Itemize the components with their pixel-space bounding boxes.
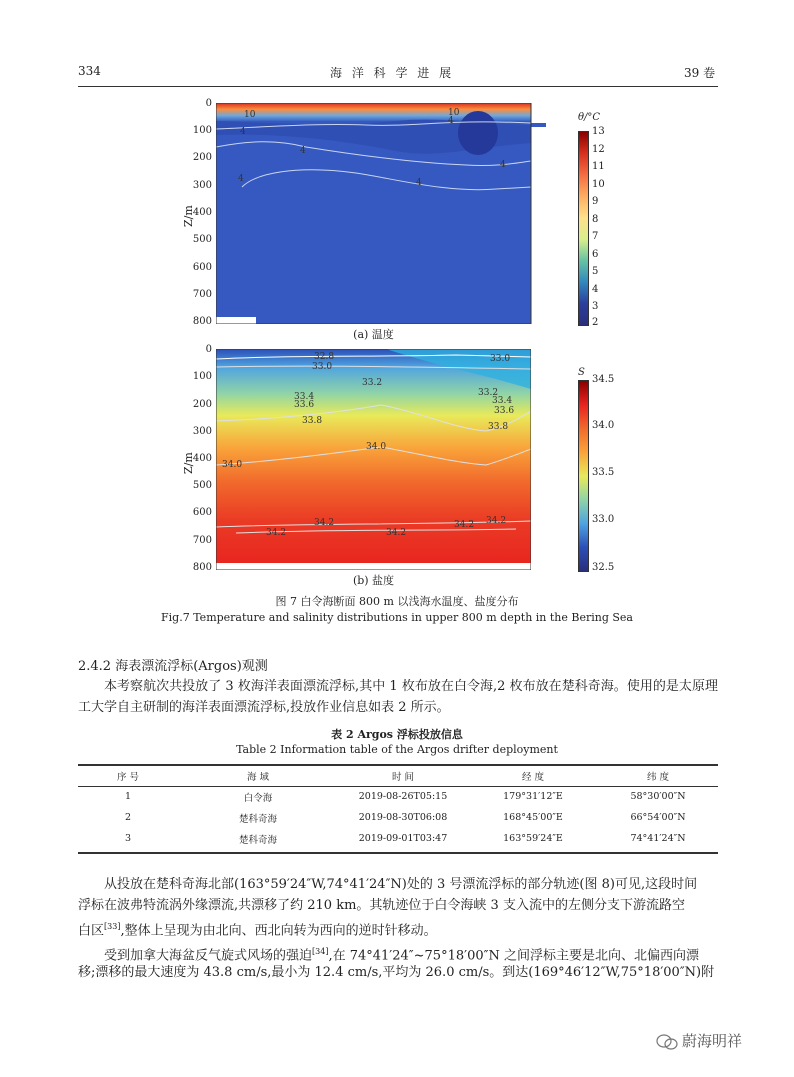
ytick: 100 — [192, 371, 212, 382]
colorbar-tick: 33.0 — [592, 514, 615, 525]
contour-label: 33.4 — [294, 392, 315, 402]
watermark-text: 蔚海明祥 — [682, 1032, 743, 1050]
contour-label: 34.2 — [314, 518, 335, 528]
table-header-cell: 序 号 — [116, 771, 140, 783]
table-cell: 179°31′12″E — [503, 791, 563, 802]
section-heading: 2.4.2 海表漂流浮标(Argos)观测 — [78, 659, 268, 674]
paragraph-2-line-3 — [78, 916, 437, 941]
ytick: 300 — [192, 426, 212, 437]
table-title-en: Table 2 Information table of the Argos drifter deployment — [236, 743, 558, 756]
table-header-cell: 海 域 — [246, 771, 270, 783]
table-header-cell: 纬 度 — [646, 771, 670, 783]
colorbar-tick: 5 — [592, 266, 599, 277]
ytick: 500 — [192, 480, 212, 491]
ytick: 700 — [192, 535, 212, 546]
ytick: 400 — [192, 207, 212, 218]
colorbar-tick: 33.5 — [592, 467, 615, 478]
table-header-cell: 时 间 — [391, 771, 415, 783]
table-bottom-rule — [78, 852, 718, 854]
contour-label: 10 — [448, 108, 460, 118]
table-row — [78, 807, 718, 828]
table-cell: 2019-08-26T05:15 — [358, 791, 448, 802]
table-cell: 58°30′00″N — [630, 791, 686, 802]
ytick: 300 — [192, 180, 212, 191]
contour-label: 10 — [244, 110, 256, 120]
ytick: 0 — [205, 98, 212, 109]
journal-title: 海 洋 科 学 进 展 — [330, 66, 455, 80]
contour-label: 4 — [238, 174, 244, 184]
paragraph-3-line-2: 移;漂移的最大速度为 43.8 cm/s,最小为 12.4 cm/s,平均为 26.0 cm/s。到达(169°46′12″W,75°18′00″N)附 — [78, 965, 715, 980]
paragraph-1: 本考察航次共投放了 3 枚海洋表面漂流浮标,其中 1 枚布放在白令海,2 枚布放在楚科奇海。使用的是太原理工大学自主研制的海洋表面漂流浮标,投放作业信息如表 2 所示。 — [78, 679, 718, 715]
argos-deployment-table — [78, 765, 718, 849]
text-run: ,整体上呈现为由北向、西北向转为西向的逆时针移动。 — [120, 923, 437, 939]
no-data-region — [531, 103, 546, 324]
volume-label: 39 卷 — [684, 66, 716, 80]
wechat-icon — [656, 1034, 678, 1050]
contour-label: 4 — [300, 146, 306, 156]
table-cell: 白令海 — [243, 792, 273, 804]
colorbar-tick: 7 — [592, 231, 599, 242]
table-title-cn: 表 2 Argos 浮标投放信息 — [331, 728, 463, 741]
colorbar-tick: 10 — [592, 179, 605, 190]
text-run: 受到加拿大海盆反气旋式风场的强迫 — [104, 948, 313, 964]
ytick: 0 — [205, 344, 212, 355]
table-row — [78, 828, 718, 849]
watermark — [656, 1030, 742, 1051]
panel-a-label: (a) 温度 — [353, 328, 394, 341]
contour-label: 34.0 — [222, 460, 243, 470]
contour-label: 33.0 — [312, 362, 333, 372]
table-cell: 2019-08-30T06:08 — [358, 812, 448, 823]
figure-caption-cn: 图 7 白令海断面 800 m 以浅海水温度、盐度分布 — [275, 595, 519, 608]
contour-label: 33.8 — [302, 416, 323, 426]
panel-b-ylabel: Z/m — [182, 452, 195, 474]
bottom-mask — [216, 317, 256, 324]
temperature-section-plot — [216, 103, 546, 324]
contour-label: 33.8 — [488, 422, 509, 432]
contour-label: 34.2 — [486, 516, 507, 526]
contour-label: 32.8 — [314, 352, 335, 362]
table-header-row — [78, 765, 718, 786]
contour-label: 4 — [416, 178, 422, 188]
contour-label: 4 — [448, 116, 454, 126]
table-cell: 3 — [124, 833, 132, 844]
ytick: 700 — [192, 289, 212, 300]
panel-b-label: (b) 盐度 — [352, 574, 395, 587]
table-cell: 楚科奇海 — [238, 813, 277, 825]
contour-label: 33.4 — [492, 396, 513, 406]
citation-ref[interactable]: [34] — [312, 947, 329, 956]
table-cell: 楚科奇海 — [238, 834, 277, 846]
contour-label: 34.2 — [386, 528, 407, 538]
contour-label: 33.2 — [362, 378, 383, 388]
colorbar-b — [578, 380, 589, 572]
ytick: 800 — [192, 316, 212, 327]
contour-label: 33.2 — [478, 388, 499, 398]
table-row — [78, 786, 718, 807]
colorbar-tick: 6 — [592, 249, 599, 260]
cold-core-fill — [458, 111, 498, 155]
contour-label: 34.2 — [454, 520, 475, 530]
colorbar-tick: 11 — [592, 161, 605, 172]
table-cell: 66°54′00″N — [630, 812, 686, 823]
ytick: 200 — [192, 152, 212, 163]
colorbar-tick: 34.5 — [592, 374, 615, 385]
colorbar-tick: 2 — [592, 317, 599, 328]
colorbar-tick: 4 — [592, 284, 599, 295]
ytick: 800 — [192, 562, 212, 573]
table-cell: 163°59′24″E — [503, 833, 563, 844]
contour-label: 34.2 — [266, 528, 287, 538]
contour-label: 4 — [500, 160, 506, 170]
table-cell: 168°45′00″E — [503, 812, 563, 823]
salinity-section-plot — [216, 349, 531, 570]
colorbar-tick: 3 — [592, 301, 599, 312]
table-cell: 2 — [124, 812, 132, 823]
colorbar-tick: 34.0 — [592, 420, 615, 431]
table-cell: 2019-09-01T03:47 — [358, 833, 448, 844]
colorbar-tick: 13 — [592, 126, 605, 137]
table-cell: 74°41′24″N — [630, 833, 686, 844]
citation-ref[interactable]: [33] — [104, 922, 121, 931]
ytick: 600 — [192, 262, 212, 273]
ytick: 400 — [192, 453, 212, 464]
table-cell: 1 — [124, 791, 132, 802]
ytick: 500 — [192, 234, 212, 245]
colorbar-tick: 9 — [592, 196, 599, 207]
bottom-mask — [216, 563, 531, 570]
colorbar-a — [578, 131, 589, 326]
text-run: ,在 74°41′24″~75°18′00″N 之间浮标主要是北向、北偏西向漂 — [328, 948, 699, 964]
contour-label: 33.6 — [294, 400, 315, 410]
colorbar-tick: 12 — [592, 144, 605, 155]
paragraph-2-line-1: 从投放在楚科奇海北部(163°59′24″W,74°41′24″N)处的 3 号漂流浮标的部分轨迹(图 8)可见,这段时间 — [104, 877, 698, 892]
ytick: 600 — [192, 507, 212, 518]
contour-label: 33.0 — [490, 354, 511, 364]
ytick: 200 — [192, 399, 212, 410]
header-rule — [78, 86, 718, 87]
colorbar-tick: 8 — [592, 214, 599, 225]
colorbar-tick: 32.5 — [592, 562, 615, 573]
paragraph-2-line-2: 浮标在波弗特流涡外缘漂流,共漂移了约 210 km。其轨迹位于白令海峡 3 支入流中的左侧分支下游流路空 — [78, 898, 685, 913]
table-header-cell: 经 度 — [521, 771, 545, 783]
figure-caption-en: Fig.7 Temperature and salinity distributions in upper 800 m depth in the Bering Sea — [161, 611, 633, 624]
colorbar-b-title: S — [578, 367, 585, 378]
edge-fill — [531, 123, 546, 127]
contour-label: 4 — [240, 127, 246, 137]
colorbar-a-title: θ/°C — [578, 112, 601, 123]
text-run: 白区 — [78, 923, 105, 939]
contour-label: 33.6 — [494, 406, 515, 416]
contour-label: 34.0 — [366, 442, 387, 452]
ytick: 100 — [192, 125, 212, 136]
page-number: 334 — [78, 64, 101, 78]
panel-a-ylabel: Z/m — [182, 205, 195, 227]
